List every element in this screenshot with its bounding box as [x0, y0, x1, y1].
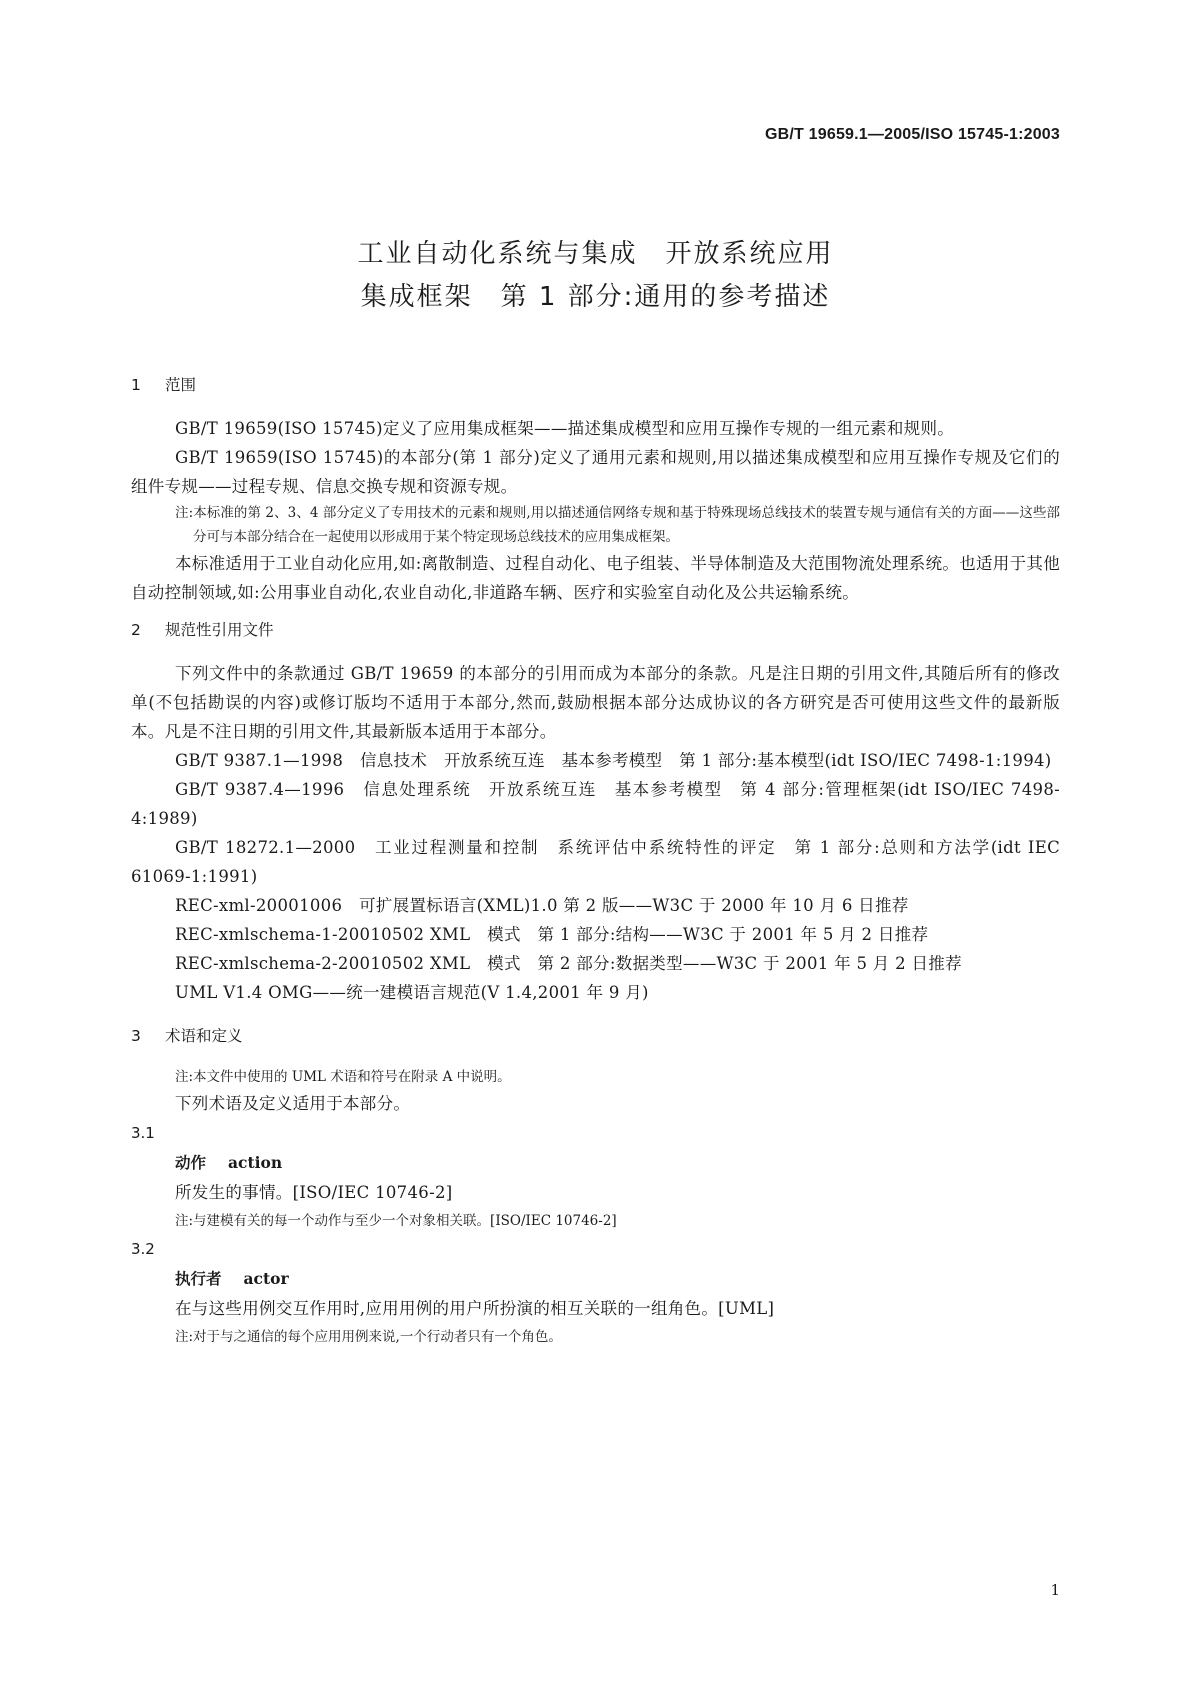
- section-3-heading: [131, 1021, 1060, 1051]
- scope-paragraph-1: GB/T 19659(ISO 15745)定义了应用集成框架——描述集成模型和应用互操作专规的一组元素和规则。: [175, 419, 955, 438]
- scope-paragraph-3: 本标准适用于工业自动化应用,如:离散制造、过程自动化、电子组装、半导体制造及大范围物流处理系统。也适用于其他自动控制领域,如:公用事业自动化,农业自动化,非道路车辆、医疗和实验室自动化及公共运输系统。: [131, 554, 1061, 602]
- terms-intro: 下列术语及定义适用于本部分。: [175, 1094, 411, 1113]
- section-1-heading: [131, 370, 1060, 400]
- reference-item: UML V1.4 OMG——统一建模语言规范(V 1.4,2001 年 9 月): [175, 983, 649, 1002]
- reference-item: GB/T 9387.4—1996 信息处理系统 开放系统互连 基本参考模型 第 4 部分:管理框架(idt ISO/IEC 7498-4:1989): [131, 780, 1060, 828]
- reference-item: REC-xml-20001006 可扩展置标语言(XML)1.0 第 2 版——W3C 于 2000 年 10 月 6 日推荐: [175, 896, 909, 915]
- standard-number: GB/T 19659.1—2005/ISO 15745-1:2003: [765, 126, 1060, 143]
- term-en: action: [228, 1153, 283, 1172]
- reference-item: REC-xmlschema-1-20010502 XML 模式 第 1 部分:结构——W3C 于 2001 年 5 月 2 日推荐: [175, 925, 929, 944]
- term-definition: 在与这些用例交互作用时,应用用例的用户所扮演的相互关联的一组角色。[UML]: [175, 1299, 775, 1318]
- term-note: 注:对于与之通信的每个应用用例来说,一个行动者只有一个角色。: [175, 1329, 562, 1345]
- term-definition: 所发生的事情。[ISO/IEC 10746-2]: [175, 1183, 453, 1202]
- reference-item: REC-xmlschema-2-20010502 XML 模式 第 2 部分:数据类型——W3C 于 2001 年 5 月 2 日推荐: [175, 954, 962, 973]
- section-number: 1: [131, 376, 141, 394]
- title-line-2: 集成框架 第 1 部分:通用的参考描述: [360, 282, 831, 312]
- term-number: 3.1: [131, 1124, 155, 1142]
- normative-references-intro: 下列文件中的条款通过 GB/T 19659 的本部分的引用而成为本部分的条款。凡是注日期的引用文件,其随后所有的修改单(不包括勘误的内容)或修订版均不适用于本部分,然而,鼓励根据本部分达成协议的各方研究是否可使用这些文件的最新版本。凡是不注日期的引用文件,其最新版本适用于本部分。: [131, 664, 1060, 741]
- section-number: 3: [131, 1027, 141, 1045]
- document-body: [131, 370, 1060, 1350]
- term-en: actor: [243, 1269, 289, 1288]
- term-note: 注:与建模有关的每一个动作与至少一个对象相关联。[ISO/IEC 10746-2]: [175, 1213, 617, 1229]
- term-zh: 动作: [175, 1154, 207, 1172]
- term-number: 3.2: [131, 1240, 155, 1258]
- term-zh: 执行者: [175, 1270, 222, 1288]
- section-title: 术语和定义: [165, 1027, 243, 1045]
- section-title: 规范性引用文件: [165, 621, 274, 639]
- section-number: 2: [131, 621, 141, 639]
- section-title: 范围: [165, 376, 197, 394]
- section-2-heading: [131, 615, 1060, 645]
- reference-item: GB/T 9387.1—1998 信息技术 开放系统互连 基本参考模型 第 1 部分:基本模型(idt ISO/IEC 7498-1:1994): [175, 751, 1052, 770]
- scope-note: 注:本标准的第 2、3、4 部分定义了专用技术的元素和规则,用以描述通信网络专规和基于特殊现场总线技术的装置专规与通信有关的方面——这些部分可与本部分结合在一起使用以形成用于某个特定现场总线技术的应用集成框架。: [175, 505, 1060, 545]
- terms-note: 注:本文件中使用的 UML 术语和符号在附录 A 中说明。: [175, 1069, 511, 1085]
- page-number: 1: [1050, 1581, 1060, 1599]
- reference-item: GB/T 18272.1—2000 工业过程测量和控制 系统评估中系统特性的评定 第 1 部分:总则和方法学(idt IEC 61069-1:1991): [131, 838, 1060, 886]
- term-heading: [131, 1148, 1060, 1178]
- scope-paragraph-2: GB/T 19659(ISO 15745)的本部分(第 1 部分)定义了通用元素和规则,用以描述集成模型和应用互操作专规及它们的组件专规——过程专规、信息交换专规和资源专规。: [131, 448, 1060, 496]
- term-heading: [131, 1264, 1060, 1294]
- title-line-1: 工业自动化系统与集成 开放系统应用: [357, 239, 834, 269]
